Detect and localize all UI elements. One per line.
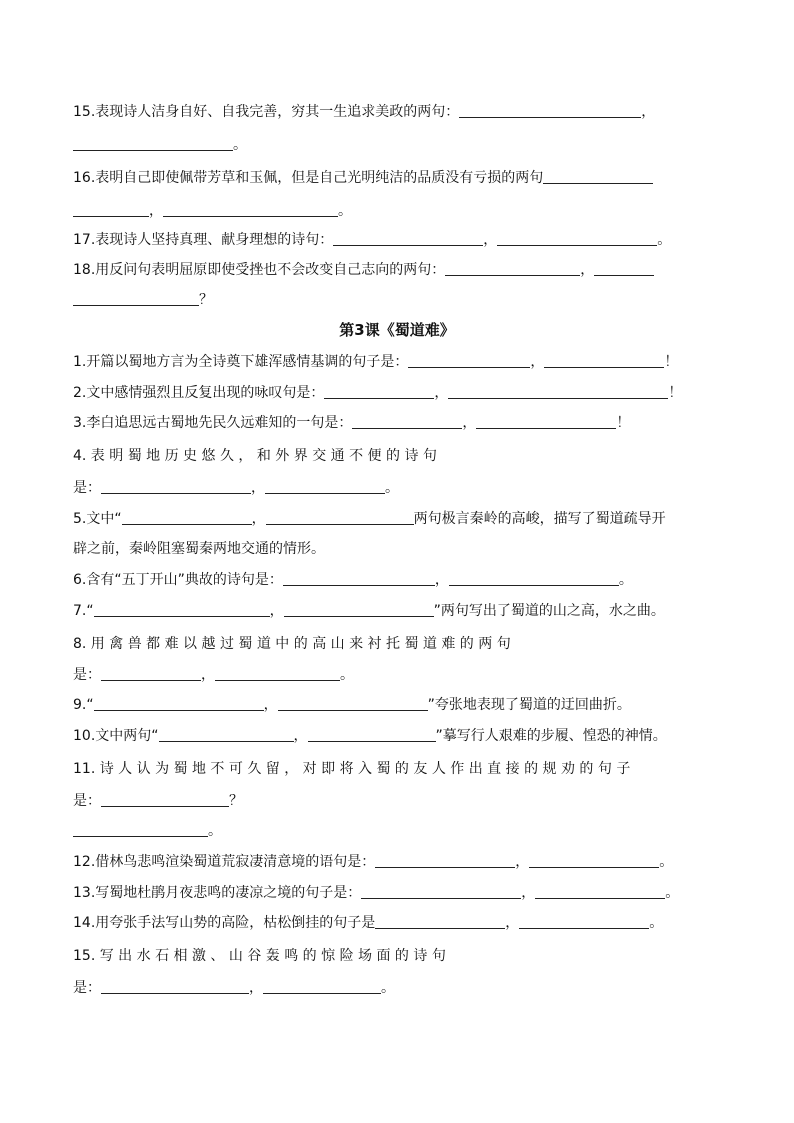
answer-blank[interactable] [375,852,515,868]
question-text: 13.写蜀地杜鹃月夜悲鸣的凄凉之境的句子是： [73,885,362,901]
question-text: 4. 表 明 蜀 地 历 史 悠 久 ， 和 外 界 交 通 不 便 的 诗 句 [73,448,437,464]
answer-blank[interactable] [476,413,616,429]
answer-blank[interactable] [73,135,233,151]
question-text: 18.用反问句表明屈原即使受挫也不会改变自己志向的两句： [73,262,446,278]
question-text: 8. 用 禽 兽 都 难 以 越 过 蜀 道 中 的 高 山 来 衬 托 蜀 道 难 的 两 句 [73,636,511,652]
answer-blank[interactable] [94,695,264,711]
answer-blank[interactable] [543,168,653,184]
end-mark: ”两句写出了蜀道的山之高，水之曲。 [433,603,665,619]
answer-blank[interactable] [445,260,580,276]
separator: ， [434,385,449,401]
s3-question-11-line-3 [73,819,723,843]
s3-question-7 [73,599,723,623]
separator: ， [462,415,477,431]
answer-blank[interactable] [361,883,521,899]
answer-blank[interactable] [101,791,229,807]
answer-blank[interactable] [263,978,381,994]
answer-blank[interactable] [449,570,619,586]
s3-question-5-line-1 [73,507,723,531]
s3-question-3 [73,411,723,435]
answer-blank[interactable] [333,230,483,246]
question-cont: 是： [73,667,101,683]
separator: ， [249,980,263,996]
separator: ， [251,480,265,496]
separator: ， [641,104,656,120]
end-mark: ”夸张地表现了蜀道的迂回曲折。 [427,697,631,713]
end-mark: ？ [199,292,213,308]
separator: ， [269,603,284,619]
answer-blank[interactable] [519,913,649,929]
answer-blank[interactable] [94,601,270,617]
question-text: 10.文中两句“ [73,728,159,744]
question-16-line-2 [73,199,723,223]
end-mark: 。 [233,137,247,153]
separator: ， [505,915,520,931]
end-mark: 。 [659,854,674,870]
question-16-line-1 [73,166,723,190]
end-mark: 。 [340,667,354,683]
end-mark: 。 [618,572,633,588]
question-text: 1.开篇以蜀地方言为全诗奠下雄浑感情基调的句子是： [73,354,409,370]
answer-blank[interactable] [284,601,434,617]
end-mark: ！ [668,385,683,401]
s3-question-13 [73,881,723,905]
s3-question-14 [73,911,723,935]
answer-blank[interactable] [459,102,641,118]
s3-question-6 [73,568,723,592]
question-text: 17.表现诗人坚持真理、献身理想的诗句： [73,232,334,248]
answer-blank[interactable] [352,413,462,429]
answer-blank[interactable] [375,913,505,929]
question-text: 15.表现诗人洁身自好、自我完善，穷其一生追求美政的两句： [73,104,460,120]
separator: ， [201,667,215,683]
answer-blank[interactable] [544,352,664,368]
answer-blank[interactable] [73,201,149,217]
question-text: 5.文中“ [73,511,122,527]
answer-blank[interactable] [215,665,340,681]
end-mark: ！ [616,415,631,431]
question-text: 3.李白追思远古蜀地先民久远难知的一句是： [73,415,353,431]
section-title: 第3课《蜀道难》 [339,321,455,339]
separator: ， [483,232,498,248]
question-text: 15. 写 出 水 石 相 激 、 山 谷 轰 鸣 的 惊 险 场 面 的 诗 句 [73,948,446,964]
answer-blank[interactable] [278,695,428,711]
answer-blank[interactable] [497,230,657,246]
answer-blank[interactable] [408,352,530,368]
separator: ？ [229,793,243,809]
separator: ， [580,262,595,278]
question-text: 9.“ [73,697,94,713]
end-mark: ！ [664,354,679,370]
answer-blank[interactable] [265,478,385,494]
s3-question-15-line-1 [73,944,723,968]
question-text: 2.文中感情强烈且反复出现的咏叹句是： [73,385,325,401]
question-text: 14.用夸张手法写山势的高险，枯松倒挂的句子是 [73,915,376,931]
end-mark: 。 [381,980,395,996]
s3-question-1 [73,350,723,374]
question-15-line-2 [73,133,723,157]
s3-question-2 [73,381,723,405]
answer-blank[interactable] [159,726,294,742]
s3-question-5-line-2 [73,537,723,561]
s3-question-12 [73,850,723,874]
end-mark: 。 [385,480,399,496]
answer-blank[interactable] [448,383,668,399]
answer-blank[interactable] [101,478,251,494]
separator: ， [515,854,530,870]
answer-blank[interactable] [535,883,665,899]
s3-question-10 [73,724,723,748]
answer-blank[interactable] [324,383,434,399]
s3-question-4-line-2 [73,476,723,500]
answer-blank[interactable] [266,509,414,525]
question-text: 7.“ [73,603,94,619]
end-mark: 。 [338,203,352,219]
answer-blank[interactable] [73,821,208,837]
s3-question-15-line-2 [73,976,723,1000]
question-15-line-1 [73,100,723,124]
separator: ， [434,572,449,588]
question-18-line-1 [73,258,723,282]
question-cont: 是： [73,793,101,809]
s3-question-11-line-2 [73,789,723,813]
answer-blank[interactable] [283,570,435,586]
question-text: 11. 诗 人 认 为 蜀 地 不 可 久 留 ， 对 即 将 入 蜀 的 友 人 作 出 直 接 的 规 劝 的 句 子 [73,761,631,777]
question-text: 6.含有“五丁开山”典故的诗句是： [73,572,283,588]
answer-blank[interactable] [308,726,436,742]
s3-question-4-line-1 [73,444,723,468]
s3-question-11-line-1 [73,757,723,781]
s3-question-8-line-1 [73,632,723,656]
end-mark: 。 [665,885,680,901]
separator: ， [530,354,545,370]
end-mark: ”摹写行人艰难的步履、惶恐的神情。 [435,728,667,744]
question-cont: 辟之前，秦岭阻塞蜀秦两地交通的情形。 [73,541,325,557]
answer-blank[interactable] [122,509,252,525]
question-text: 16.表明自己即使佩带芳草和玉佩，但是自己光明纯洁的品质没有亏损的两句 [73,170,544,186]
separator: ， [293,728,308,744]
answer-blank[interactable] [594,260,654,276]
s3-question-8-line-2 [73,663,723,687]
answer-blank[interactable] [73,290,199,306]
answer-blank[interactable] [101,665,201,681]
question-18-line-2 [73,288,723,312]
answer-blank[interactable] [101,978,249,994]
question-mid: 两句极言秦岭的高峻，描写了蜀道疏导开 [413,511,666,527]
answer-blank[interactable] [163,201,338,217]
question-text: 12.借林鸟悲鸣渲染蜀道荒寂凄清意境的语句是： [73,854,376,870]
end-mark: 。 [657,232,672,248]
s3-question-9 [73,693,723,717]
end-mark: 。 [649,915,664,931]
separator: ， [251,511,266,527]
separator: ， [521,885,536,901]
answer-blank[interactable] [529,852,659,868]
question-17-line [73,228,723,252]
separator: ， [149,203,163,219]
question-cont: 是： [73,980,101,996]
separator: ， [263,697,278,713]
end-mark: 。 [208,823,222,839]
question-cont: 是： [73,480,101,496]
